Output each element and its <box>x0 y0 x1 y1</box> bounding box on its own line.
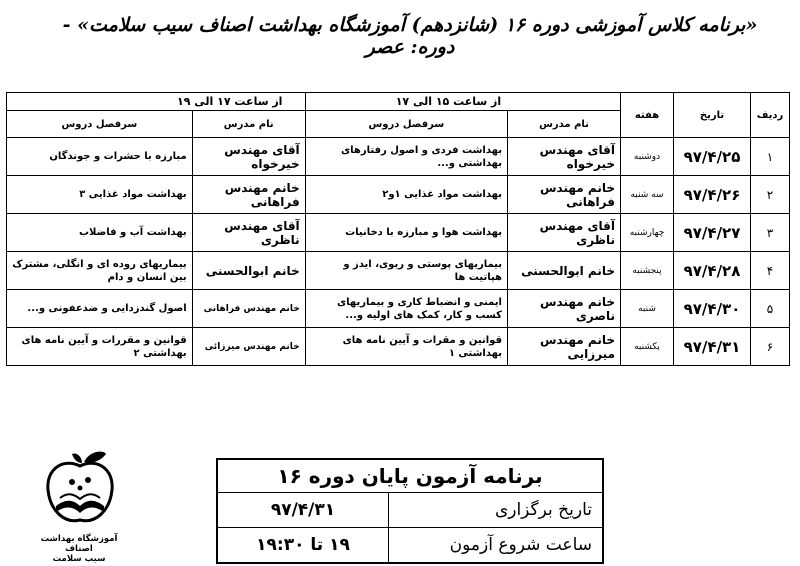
table-row <box>7 328 790 366</box>
row-teacher-1: خانم مهندس میرزایی <box>508 328 621 366</box>
session2-title: از ساعت ۱۷ الی ۱۹ <box>7 93 306 111</box>
logo-line-1: آموزشگاه بهداشت اصناف <box>40 534 118 554</box>
row-day: پنجشنبه <box>621 252 674 290</box>
row-date: ۹۷/۴/۲۶ <box>674 176 751 214</box>
session1-teacher-label: نام مدرس <box>508 111 621 138</box>
row-topic-1: بیماریهای پوستی و ریوی، ایدز و هپاتیت ها <box>305 252 507 290</box>
col-radif: ردیف <box>751 93 790 138</box>
row-teacher-1: آقای مهندس خیرخواه <box>508 138 621 176</box>
row-topic-2: مبارزه با حشرات و جوندگان <box>7 138 193 176</box>
session1-title: از ساعت ۱۵ الی ۱۷ <box>305 93 620 111</box>
exam-time-label: ساعت شروع آزمون <box>388 528 602 562</box>
row-topic-1: بهداشت فردی و اصول رفتارهای بهداشتی و... <box>305 138 507 176</box>
exam-date-row <box>218 493 602 527</box>
row-date: ۹۷/۴/۳۰ <box>674 290 751 328</box>
row-number: ۳ <box>751 214 790 252</box>
table-row <box>7 252 790 290</box>
row-teacher-1: خانم ابوالحسنی <box>508 252 621 290</box>
row-date: ۹۷/۴/۲۷ <box>674 214 751 252</box>
col-date: تاریخ <box>674 93 751 138</box>
row-topic-2: بیماریهای روده ای و انگلی، مشترک بین انسان و دام <box>7 252 193 290</box>
row-number: ۱ <box>751 138 790 176</box>
exam-time-value: ۱۹ تا ۱۹:۳۰ <box>256 535 350 555</box>
table-row <box>7 214 790 252</box>
row-topic-2: بهداشت مواد غذایی ۳ <box>7 176 193 214</box>
row-number: ۲ <box>751 176 790 214</box>
logo-line-2: سیب سلامت <box>52 554 106 564</box>
row-teacher-1: آقای مهندس ناظری <box>508 214 621 252</box>
row-teacher-1: خانم مهندس ناصری <box>508 290 621 328</box>
row-topic-1: ایمنی و انضباط کاری و بیماریهای کسب و کار، کمک های اولیه و... <box>305 290 507 328</box>
exam-box <box>216 458 604 564</box>
row-day: شنبه <box>621 290 674 328</box>
exam-time-row <box>218 527 602 562</box>
session2-topic-label: سرفصل دروس <box>7 111 193 138</box>
row-date: ۹۷/۴/۲۵ <box>674 138 751 176</box>
row-topic-1: بهداشت مواد غذایی ۱و۲ <box>305 176 507 214</box>
row-day: دوشنبه <box>621 138 674 176</box>
row-topic-2: بهداشت آب و فاضلاب <box>7 214 193 252</box>
table-row <box>7 176 790 214</box>
row-date: ۹۷/۴/۳۱ <box>674 328 751 366</box>
school-logo <box>26 448 132 562</box>
row-number: ۶ <box>751 328 790 366</box>
row-topic-2: قوانین و مقررات و آیین نامه های بهداشتی ۲ <box>7 328 193 366</box>
row-number: ۴ <box>751 252 790 290</box>
row-number: ۵ <box>751 290 790 328</box>
row-date: ۹۷/۴/۲۸ <box>674 252 751 290</box>
row-teacher-2: خانم مهندس میرزائی <box>192 328 305 366</box>
page-title: «برنامه کلاس آموزشی دوره ۱۶ (شانزدهم) آموزشگاه بهداشت اصناف سیب سلامت» - دوره: عصر <box>62 14 758 58</box>
exam-date-value: ۹۷/۴/۳۱ <box>270 500 336 520</box>
exam-date-label: تاریخ برگزاری <box>388 493 602 527</box>
exam-title: برنامه آزمون پایان دوره ۱۶ <box>218 460 602 493</box>
row-teacher-2: آقای مهندس ناظری <box>192 214 305 252</box>
row-teacher-2: آقای مهندس خیرخواه <box>192 138 305 176</box>
row-topic-1: بهداشت هوا و مبارزه با دخانیات <box>305 214 507 252</box>
row-teacher-1: خانم مهندس فراهانی <box>508 176 621 214</box>
row-teacher-2: خانم مهندس فراهانی <box>192 176 305 214</box>
row-day: یکشنبه <box>621 328 674 366</box>
session2-teacher-label: نام مدرس <box>192 111 305 138</box>
row-topic-2: اصول گندزدایی و ضدعفونی و... <box>7 290 193 328</box>
table-header-row <box>7 93 790 111</box>
row-day: چهارشنبه <box>621 214 674 252</box>
table-row <box>7 290 790 328</box>
row-teacher-2: خانم مهندس فراهانی <box>192 290 305 328</box>
col-week: هفته <box>621 93 674 138</box>
apple-book-icon <box>34 448 124 530</box>
row-topic-1: قوانین و مقرات و آیین نامه های بهداشتی ۱ <box>305 328 507 366</box>
table-row <box>7 138 790 176</box>
row-day: سه شنبه <box>621 176 674 214</box>
session1-topic-label: سرفصل دروس <box>305 111 507 138</box>
row-teacher-2: خانم ابوالحسنی <box>192 252 305 290</box>
schedule-table <box>6 92 790 366</box>
